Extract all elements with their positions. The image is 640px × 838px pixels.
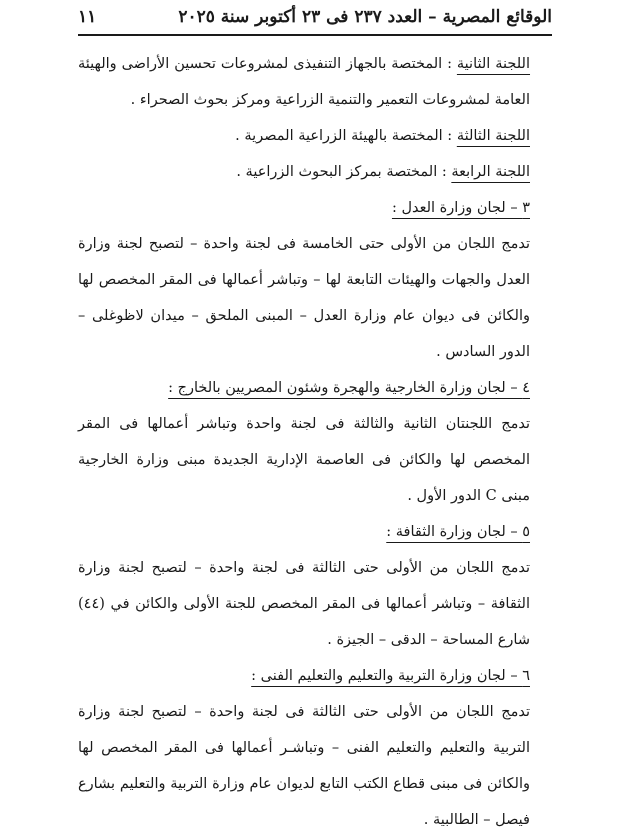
section-6-heading bbox=[78, 658, 552, 694]
section-4-heading-text: ٤ – لجان وزارة الخارجية والهجرة وشئون المصريين بالخارج : bbox=[168, 380, 530, 396]
committee-4-text: : المختصة بمركز البحوث الزراعية . bbox=[236, 164, 452, 180]
section-3-heading-text: ٣ – لجان وزارة العدل : bbox=[391, 200, 530, 216]
document-body bbox=[78, 46, 552, 838]
section-6-body: تدمج اللجان من الأولى حتى الثالثة فى لجنة واحدة – لتصبح لجنة وزارة التربية والتعليم والتعليم الفنى – وتباشـر أعمالها فى المقر المخصص لها والكائن فى مبنى قطاع الكتب التابع لديوان عام وزارة التربية والتعليم بشارع فيصل – الطالبية . bbox=[78, 704, 530, 828]
committee-4-paragraph bbox=[78, 154, 552, 190]
committee-2-paragraph bbox=[78, 46, 552, 118]
committee-3-paragraph bbox=[78, 118, 552, 154]
publication-title: الوقائع المصرية – العدد ٢٣٧ فى ٢٣ أكتوبر سنة ٢٠٢٥ bbox=[178, 7, 552, 27]
committee-3-title: اللجنة الثالثة bbox=[456, 128, 530, 144]
header-divider bbox=[78, 34, 552, 36]
section-3-heading bbox=[78, 190, 552, 226]
committee-3-text: : المختصة بالهيئة الزراعية المصرية . bbox=[235, 128, 457, 144]
section-6-heading-text: ٦ – لجان وزارة التربية والتعليم والتعليم الفنى : bbox=[251, 668, 530, 684]
committee-2-title: اللجنة الثانية bbox=[456, 56, 531, 72]
page-header bbox=[78, 4, 552, 30]
committee-2-text: : المختصة بالجهاز التنفيذى لمشروعات تحسين الأراضى والهيئة العامة لمشروعات التعمير والتنمية الزراعية ومركز بحوث الصحراء . bbox=[78, 56, 530, 108]
section-3-body: تدمج اللجان من الأولى حتى الخامسة فى لجنة واحدة – لتصبح لجنة وزارة العدل والجهات والهيئات التابعة لها – وتباشر أعمالها فى المقر المخصص لها والكائن فى ديوان عام وزارة العدل – المبنى الملحق – ميدان لاظوغلى – الدور السادس . bbox=[78, 236, 530, 360]
section-4-heading bbox=[78, 370, 552, 406]
committee-4-title: اللجنة الرابعة bbox=[451, 164, 530, 180]
section-4-body: تدمج اللجنتان الثانية والثالثة فى لجنة واحدة وتباشر أعمالها فى المقر المخصص لها والكائن فى العاصمة الإدارية الجديدة مبنى وزارة الخارجية مبنى C الدور الأول . bbox=[78, 416, 530, 504]
section-5-heading-text: ٥ – لجان وزارة الثقافة : bbox=[386, 524, 530, 540]
page-number: ١١ bbox=[78, 7, 97, 27]
section-5-heading bbox=[78, 514, 552, 550]
section-5-body: تدمج اللجان من الأولى حتى الثالثة فى لجنة واحدة – لتصبح لجنة وزارة الثقافة – وتباشر أعمالها فى المقر المخصص للجنة الأولى والكائن في (٤٤) شارع المساحة – الدقى – الجيزة . bbox=[78, 560, 530, 648]
